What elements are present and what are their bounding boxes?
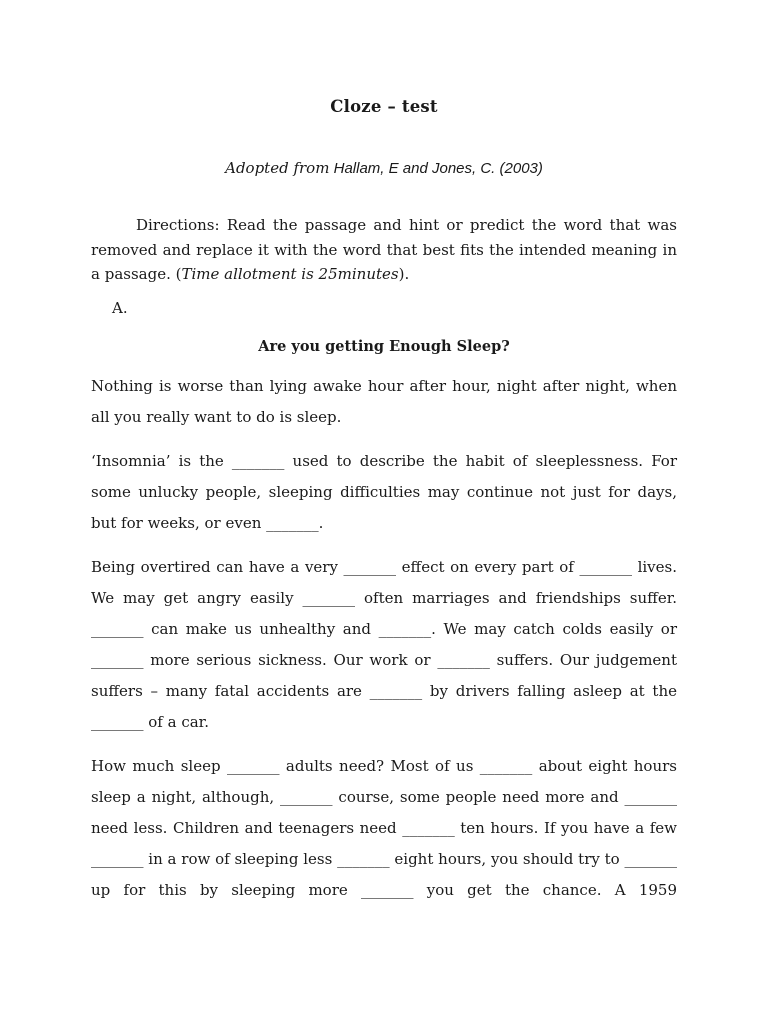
directions-paragraph — [91, 213, 677, 287]
passage-paragraph: Being overtired can have a very _______ effect on every part of _______ lives. We may get angry easily _______ often marriages and friendships suffer. _______ can make us unhealthy and _______. We may catch colds easily or _______ more serious sickness. Our work or _______ suffers. Our judgement suffers – many fatal accidents are _______ by drivers falling asleep at the _______ of a car. — [91, 558, 677, 731]
document-title: Cloze – test — [330, 97, 438, 116]
directions-end: ). — [398, 265, 410, 283]
passage-paragraph: How much sleep _______ adults need? Most of us _______ about eight hours sleep a night, although, _______ course, some people need more and _______ need less. Children and teenagers need _______ ten hours. If you have a few _______ in a row of sleeping less _______ eight hours, you should try to _______ up for this by sleeping more _______ you get the chance. A 1959 — [91, 757, 677, 899]
source-citation: Hallam, E and Jones, C. (2003) — [329, 160, 543, 177]
passage-paragraph: Nothing is worse than lying awake hour after hour, night after night, when all you really want to do is sleep. — [91, 377, 677, 426]
time-allotment: Time allotment is 25minutes — [181, 265, 399, 283]
source-prefix: Adopted from — [225, 159, 330, 177]
passage-paragraph: ‘Insomnia’ is the _______ used to describe the habit of sleeplessness. For some unlucky people, sleeping difficulties may continue not just for days, but for weeks, or even _______. — [91, 452, 677, 532]
passage-title: Are you getting Enough Sleep? — [258, 338, 510, 355]
section-label: A. — [112, 299, 128, 317]
source-line — [0, 159, 768, 177]
directions-text: Directions: Read the passage and hint or predict the word that was removed and replace it with the word that best fits the intended meaning in a passage. ( — [91, 216, 677, 283]
passage-body — [91, 371, 677, 919]
